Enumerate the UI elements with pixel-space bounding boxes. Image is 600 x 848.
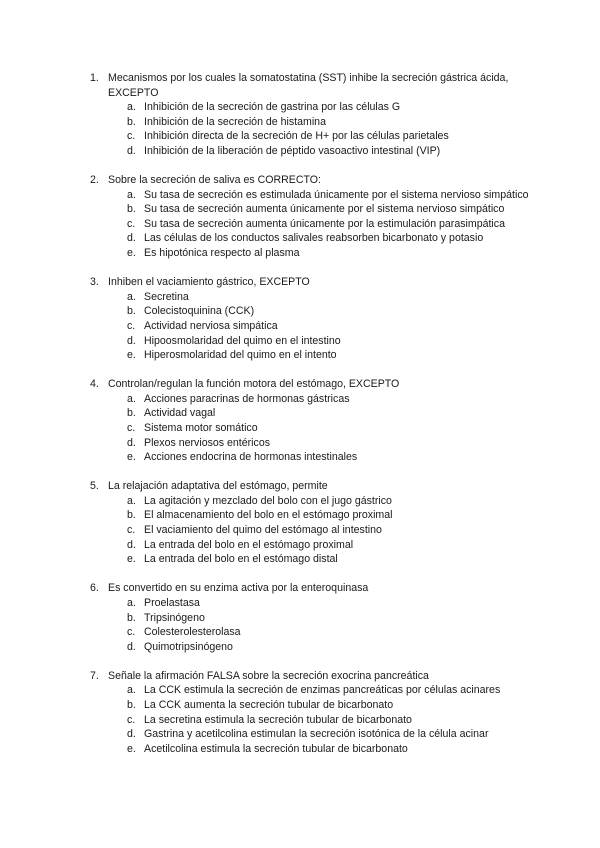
answer-option <box>0 392 600 407</box>
question-text: Mecanismos por los cuales la somatostatina (SST) inhibe la secreción gástrica ácida, EXCEPTO <box>108 72 509 99</box>
question-text: Es convertido en su enzima activa por la enteroquinasa <box>108 582 369 595</box>
option-text: Sistema motor somático <box>144 421 258 434</box>
answer-option <box>0 202 600 217</box>
option-letter: c. <box>127 217 136 230</box>
answer-option <box>0 144 600 159</box>
question-stem <box>0 581 600 596</box>
question-number: 6. <box>90 582 99 595</box>
question-7 <box>0 669 600 757</box>
option-letter: b. <box>127 203 136 216</box>
question-text: Controlan/regulan la función motora del estómago, EXCEPTO <box>108 378 400 391</box>
option-letter: a. <box>127 101 136 114</box>
option-letter: c. <box>127 713 136 726</box>
answer-option <box>0 217 600 232</box>
answer-option <box>0 611 600 626</box>
option-letter: b. <box>127 407 136 420</box>
answer-option <box>0 290 600 305</box>
answer-option <box>0 508 600 523</box>
answer-option <box>0 115 600 130</box>
answer-option <box>0 538 600 553</box>
option-letter: d. <box>127 232 136 245</box>
option-letter: a. <box>127 188 136 201</box>
option-letter: e. <box>127 451 136 464</box>
question-text: La relajación adaptativa del estómago, permite <box>108 480 328 493</box>
question-2 <box>0 173 600 261</box>
option-text: Colesterolesterolasa <box>144 626 241 639</box>
option-letter: a. <box>127 684 136 697</box>
option-letter: d. <box>127 436 136 449</box>
question-6 <box>0 581 600 654</box>
answer-option <box>0 100 600 115</box>
answer-option <box>0 683 600 698</box>
option-text: Hipoosmolaridad del quimo en el intestino <box>144 334 341 347</box>
answer-option <box>0 129 600 144</box>
question-stem <box>0 669 600 684</box>
option-letter: c. <box>127 524 136 537</box>
option-letter: e. <box>127 247 136 260</box>
option-text: Acciones endocrina de hormonas intestinales <box>144 451 358 464</box>
option-letter: b. <box>127 305 136 318</box>
option-letter: b. <box>127 698 136 711</box>
option-text: La CCK aumenta la secreción tubular de bicarbonato <box>144 698 394 711</box>
question-stem <box>0 173 600 188</box>
answer-option <box>0 494 600 509</box>
question-number: 2. <box>90 174 99 187</box>
option-letter: b. <box>127 611 136 624</box>
option-text: Plexos nerviosos entéricos <box>144 436 271 449</box>
option-text: Su tasa de secreción es estimulada únicamente por el sistema nervioso simpático <box>144 188 529 201</box>
option-letter: c. <box>127 130 136 143</box>
answer-option <box>0 727 600 742</box>
question-stem <box>0 275 600 290</box>
answer-option <box>0 436 600 451</box>
question-number: 1. <box>90 72 99 84</box>
option-letter: e. <box>127 349 136 362</box>
option-letter: a. <box>127 392 136 405</box>
answer-option <box>0 231 600 246</box>
option-text: Quimotripsinógeno <box>144 640 233 653</box>
question-stem <box>0 479 600 494</box>
answer-option <box>0 698 600 713</box>
option-text: Gastrina y acetilcolina estimulan la secreción isotónica de la célula acinar <box>144 728 489 741</box>
answer-option <box>0 348 600 363</box>
question-4 <box>0 377 600 465</box>
question-5 <box>0 479 600 567</box>
option-letter: d. <box>127 334 136 347</box>
answer-option <box>0 304 600 319</box>
option-text: Acciones paracrinas de hormonas gástricas <box>144 392 350 405</box>
option-text: Colecistoquinina (CCK) <box>144 305 255 318</box>
answer-option <box>0 246 600 261</box>
answer-option <box>0 450 600 465</box>
option-letter: d. <box>127 144 136 157</box>
option-letter: a. <box>127 596 136 609</box>
option-text: Inhibición de la secreción de gastrina por las células G <box>144 101 401 114</box>
question-number: 4. <box>90 378 99 391</box>
option-text: La agitación y mezclado del bolo con el jugo gástrico <box>144 494 392 507</box>
question-stem <box>0 71 600 100</box>
option-text: Actividad vagal <box>144 407 216 420</box>
option-text: Su tasa de secreción aumenta únicamente por la estimulación parasimpática <box>144 217 505 230</box>
option-text: La secretina estimula la secreción tubular de bicarbonato <box>144 713 412 726</box>
option-text: Secretina <box>144 290 189 303</box>
option-text: Hiperosmolaridad del quimo en el intento <box>144 349 337 362</box>
option-letter: c. <box>127 319 136 332</box>
question-number: 7. <box>90 669 99 682</box>
answer-option <box>0 334 600 349</box>
option-text: Tripsinógeno <box>144 611 205 624</box>
option-text: Actividad nerviosa simpática <box>144 319 278 332</box>
answer-option <box>0 713 600 728</box>
option-letter: e. <box>127 553 136 566</box>
option-letter: d. <box>127 640 136 653</box>
option-letter: d. <box>127 728 136 741</box>
option-letter: d. <box>127 538 136 551</box>
option-text: Inhibición de la liberación de péptido vasoactivo intestinal (VIP) <box>144 144 441 157</box>
question-1 <box>0 71 600 159</box>
option-text: Inhibición de la secreción de histamina <box>144 115 326 128</box>
answer-option <box>0 552 600 567</box>
option-letter: a. <box>127 494 136 507</box>
answer-option <box>0 188 600 203</box>
answer-option <box>0 625 600 640</box>
question-text: Señale la afirmación FALSA sobre la secreción exocrina pancreática <box>108 669 429 682</box>
question-3 <box>0 275 600 363</box>
answer-option <box>0 596 600 611</box>
option-text: Las células de los conductos salivales reabsorben bicarbonato y potasio <box>144 232 484 245</box>
option-letter: c. <box>127 421 136 434</box>
option-text: Inhibición directa de la secreción de H+ por las células parietales <box>144 130 449 143</box>
answer-option <box>0 421 600 436</box>
answer-option <box>0 523 600 538</box>
answer-option <box>0 319 600 334</box>
question-text: Inhiben el vaciamiento gástrico, EXCEPTO <box>108 276 310 289</box>
option-text: La entrada del bolo en el estómago proximal <box>144 538 354 551</box>
option-text: Acetilcolina estimula la secreción tubular de bicarbonato <box>144 742 408 755</box>
answer-option <box>0 640 600 655</box>
question-stem <box>0 377 600 392</box>
document-page <box>0 71 600 771</box>
option-text: El vaciamiento del quimo del estómago al intestino <box>144 524 382 537</box>
question-text: Sobre la secreción de saliva es CORRECTO: <box>108 174 321 187</box>
option-text: Su tasa de secreción aumenta únicamente por el sistema nervioso simpático <box>144 203 505 216</box>
question-number: 5. <box>90 480 99 493</box>
option-text: La CCK estimula la secreción de enzimas pancreáticas por células acinares <box>144 684 501 697</box>
option-letter: b. <box>127 509 136 522</box>
option-letter: e. <box>127 742 136 755</box>
answer-option <box>0 742 600 757</box>
option-text: El almacenamiento del bolo en el estómago proximal <box>144 509 393 522</box>
option-letter: a. <box>127 290 136 303</box>
option-text: La entrada del bolo en el estómago distal <box>144 553 338 566</box>
option-text: Es hipotónica respecto al plasma <box>144 247 300 260</box>
question-number: 3. <box>90 276 99 289</box>
option-letter: b. <box>127 115 136 128</box>
option-letter: c. <box>127 626 136 639</box>
option-text: Proelastasa <box>144 596 200 609</box>
answer-option <box>0 406 600 421</box>
